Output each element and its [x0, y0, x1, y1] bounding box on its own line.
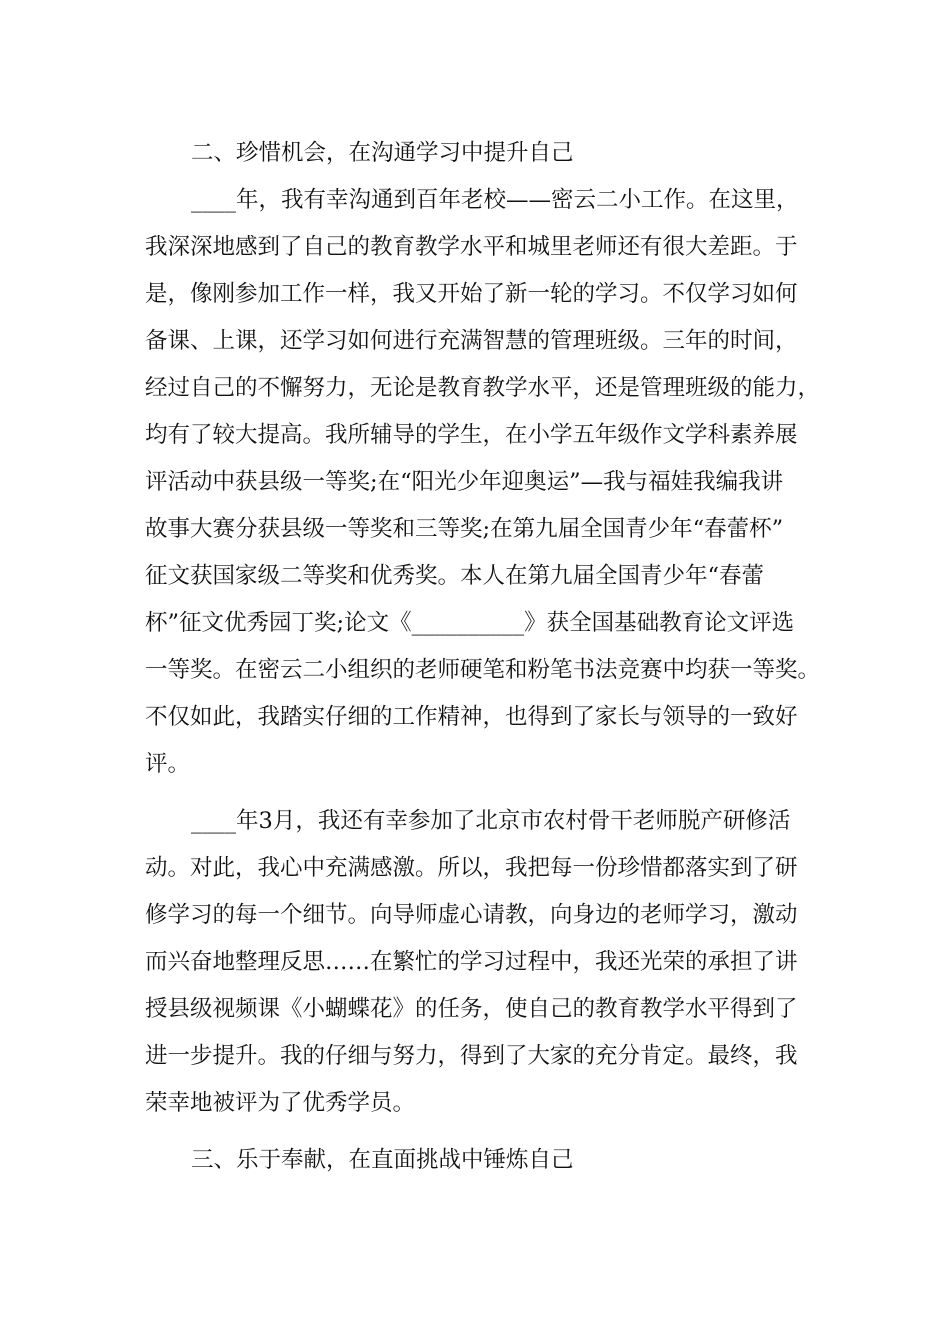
- document-body: [145, 130, 825, 1184]
- paragraph-1-line: 征文获国家级二等奖和优秀奖。本人在第九届全国青少年“春蕾: [145, 563, 765, 589]
- paragraph-1-line: 一等奖。在密云二小组织的老师硬笔和粉笔书法竞赛中均获一等奖。: [145, 657, 821, 683]
- paragraph-1-line: ____年，我有幸沟通到百年老校——密云二小工作。在这里，: [191, 187, 799, 213]
- paragraph-1-line: 我深深地感到了自己的教育教学水平和城里老师还有很大差距。于: [145, 234, 798, 260]
- paragraph-2-line: 动。对此，我心中充满感激。所以，我把每一份珍惜都落实到了研: [145, 855, 798, 881]
- paragraph-gap: [145, 1127, 825, 1137]
- paragraph-1: [145, 177, 825, 788]
- paragraph-gap: [145, 788, 825, 798]
- paragraph-1-line: 不仅如此，我踏实仔细的工作精神，也得到了家长与领导的一致好: [145, 704, 798, 730]
- paragraph-1-line: 杯”征文优秀园丁奖;论文《__________》获全国基础教育论文评选: [145, 610, 795, 636]
- section-heading-3: 三、乐于奉献，在直面挑战中锤炼自己: [191, 1147, 574, 1173]
- paragraph-1-line: 是，像刚参加工作一样，我又开始了新一轮的学习。不仅学习如何: [145, 281, 798, 307]
- paragraph-2-line: 而兴奋地整理反思……在繁忙的学习过程中，我还光荣的承担了讲: [145, 949, 798, 975]
- paragraph-2-line: ____年3月，我还有幸参加了北京市农村骨干老师脱产研修活: [191, 808, 791, 834]
- paragraph-2-line: 进一步提升。我的仔细与努力，得到了大家的充分肯定。最终，我: [145, 1043, 798, 1069]
- paragraph-1-line: 故事大赛分获县级一等奖和三等奖;在第九届全国青少年“春蕾杯”: [145, 516, 784, 542]
- paragraph-1-line: 备课、上课，还学习如何进行充满智慧的管理班级。三年的时间，: [145, 328, 798, 354]
- paragraph-2: [145, 798, 825, 1127]
- section-heading-2: 二、珍惜机会，在沟通学习中提升自己: [191, 140, 574, 166]
- paragraph-1-line: 经过自己的不懈努力，无论是教育教学水平，还是管理班级的能力，: [145, 375, 821, 401]
- paragraph-2-line: 修学习的每一个细节。向导师虚心请教，向身边的老师学习，激动: [145, 902, 798, 928]
- paragraph-1-line: 评活动中获县级一等奖;在“阳光少年迎奥运”—我与福娃我编我讲: [145, 469, 784, 495]
- paragraph-2-line: 荣幸地被评为了优秀学员。: [145, 1090, 416, 1116]
- paragraph-2-line: 授县级视频课《小蝴蝶花》的任务，使自己的教育教学水平得到了: [145, 996, 798, 1022]
- paragraph-1-line: 评。: [145, 751, 191, 777]
- paragraph-1-line: 均有了较大提高。我所辅导的学生，在小学五年级作文学科素养展: [145, 422, 798, 448]
